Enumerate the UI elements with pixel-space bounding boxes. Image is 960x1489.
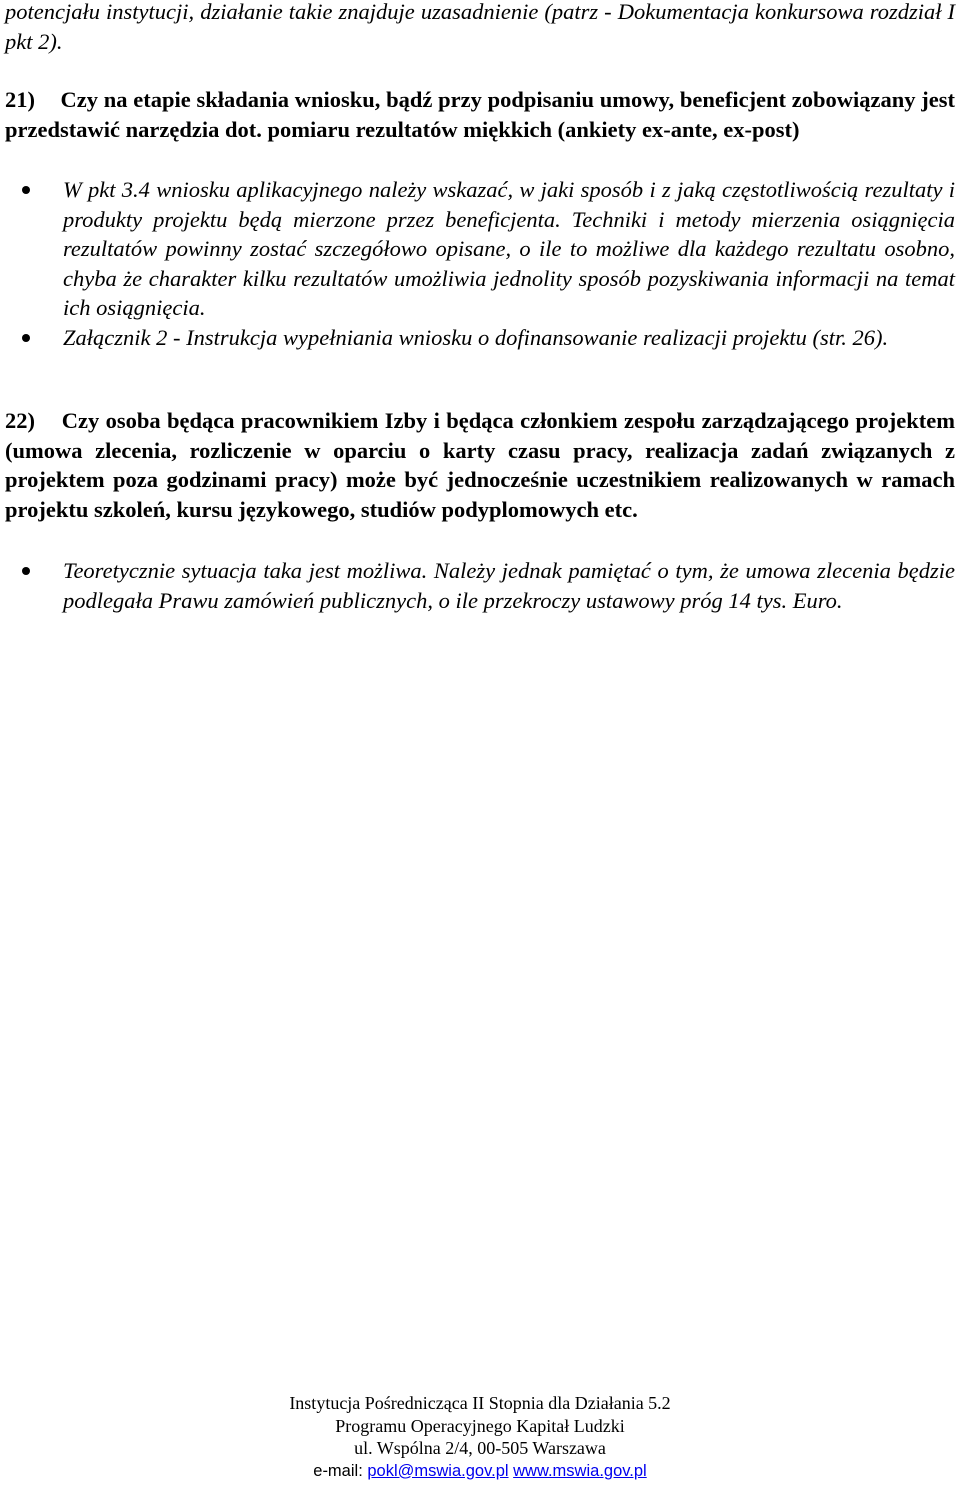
answer-text: Teoretycznie sytuacja taka jest możliwa. Należy jednak pamiętać o tym, że umowa zlecenia będzie podlegała Prawu zamówień publicznych, o ile przekroczy ustawowy próg 14 tys. Euro. xyxy=(63,558,955,613)
intro-paragraph: potencjału instytucji, działanie takie znajduje uzasadnienie (patrz - Dokumentacja konkursowa rozdział I pkt 2). xyxy=(5,0,955,54)
question-22 xyxy=(5,406,955,524)
footer-contact xyxy=(200,1460,760,1483)
question-22-text: Czy osoba będąca pracownikiem Izby i będąca członkiem zespołu zarządzającego projektem (umowa zlecenia, rozliczenie w oparciu o karty czasu pracy, realizacja zadań związanych z projektem poza godzinami pracy) może być jednocześnie uczestnikiem realizowanych w ramach projektu szkoleń, kursu językowego, studiów podyplomowych etc. xyxy=(5,408,956,522)
email-link[interactable]: pokl@mswia.gov.pl xyxy=(367,1461,509,1480)
bullet-icon xyxy=(22,186,30,194)
question-21-answers xyxy=(22,175,955,352)
answer-item xyxy=(22,175,955,323)
question-22-answers xyxy=(22,556,955,615)
question-21-text: Czy na etapie składania wniosku, bądź przy podpisaniu umowy, beneficjent zobowiązany jest przedstawić narzędzia dot. pomiaru rezultatów miękkich (ankiety ex-ante, ex-post) xyxy=(5,87,956,142)
bullet-icon xyxy=(22,567,30,575)
question-22-number: 22) xyxy=(5,408,35,433)
footer-institution: Instytucja Pośrednicząca II Stopnia dla Działania 5.2 xyxy=(289,1393,671,1413)
email-label: e-mail: xyxy=(313,1461,363,1480)
bullet-icon xyxy=(22,334,30,342)
website-link[interactable]: www.mswia.gov.pl xyxy=(513,1461,647,1480)
question-21-number: 21) xyxy=(5,87,35,112)
footer-address: ul. Wspólna 2/4, 00-505 Warszawa xyxy=(354,1438,606,1458)
answer-item xyxy=(22,556,955,615)
answer-text: W pkt 3.4 wniosku aplikacyjnego należy wskazać, w jaki sposób i z jaką częstotliwością rezultaty i produkty projektu będą mierzone przez beneficjenta. Techniki i metody mierzenia osiągnięcia rezultatów powinny zostać szczegółowo opisane, o ile to możliwe dla każdego rezultatu osobno, chyba że charakter kilku rezultatów umożliwia jednolity sposób pozyskiwania informacji na temat ich osiągnięcia. xyxy=(63,177,955,320)
answer-item xyxy=(22,323,955,353)
footer-programme: Programu Operacyjnego Kapitał Ludzki xyxy=(335,1415,625,1436)
question-21 xyxy=(5,85,955,144)
answer-text: Załącznik 2 - Instrukcja wypełniania wniosku o dofinansowanie realizacji projektu (str. 26). xyxy=(63,324,889,350)
page-footer xyxy=(200,1392,760,1482)
